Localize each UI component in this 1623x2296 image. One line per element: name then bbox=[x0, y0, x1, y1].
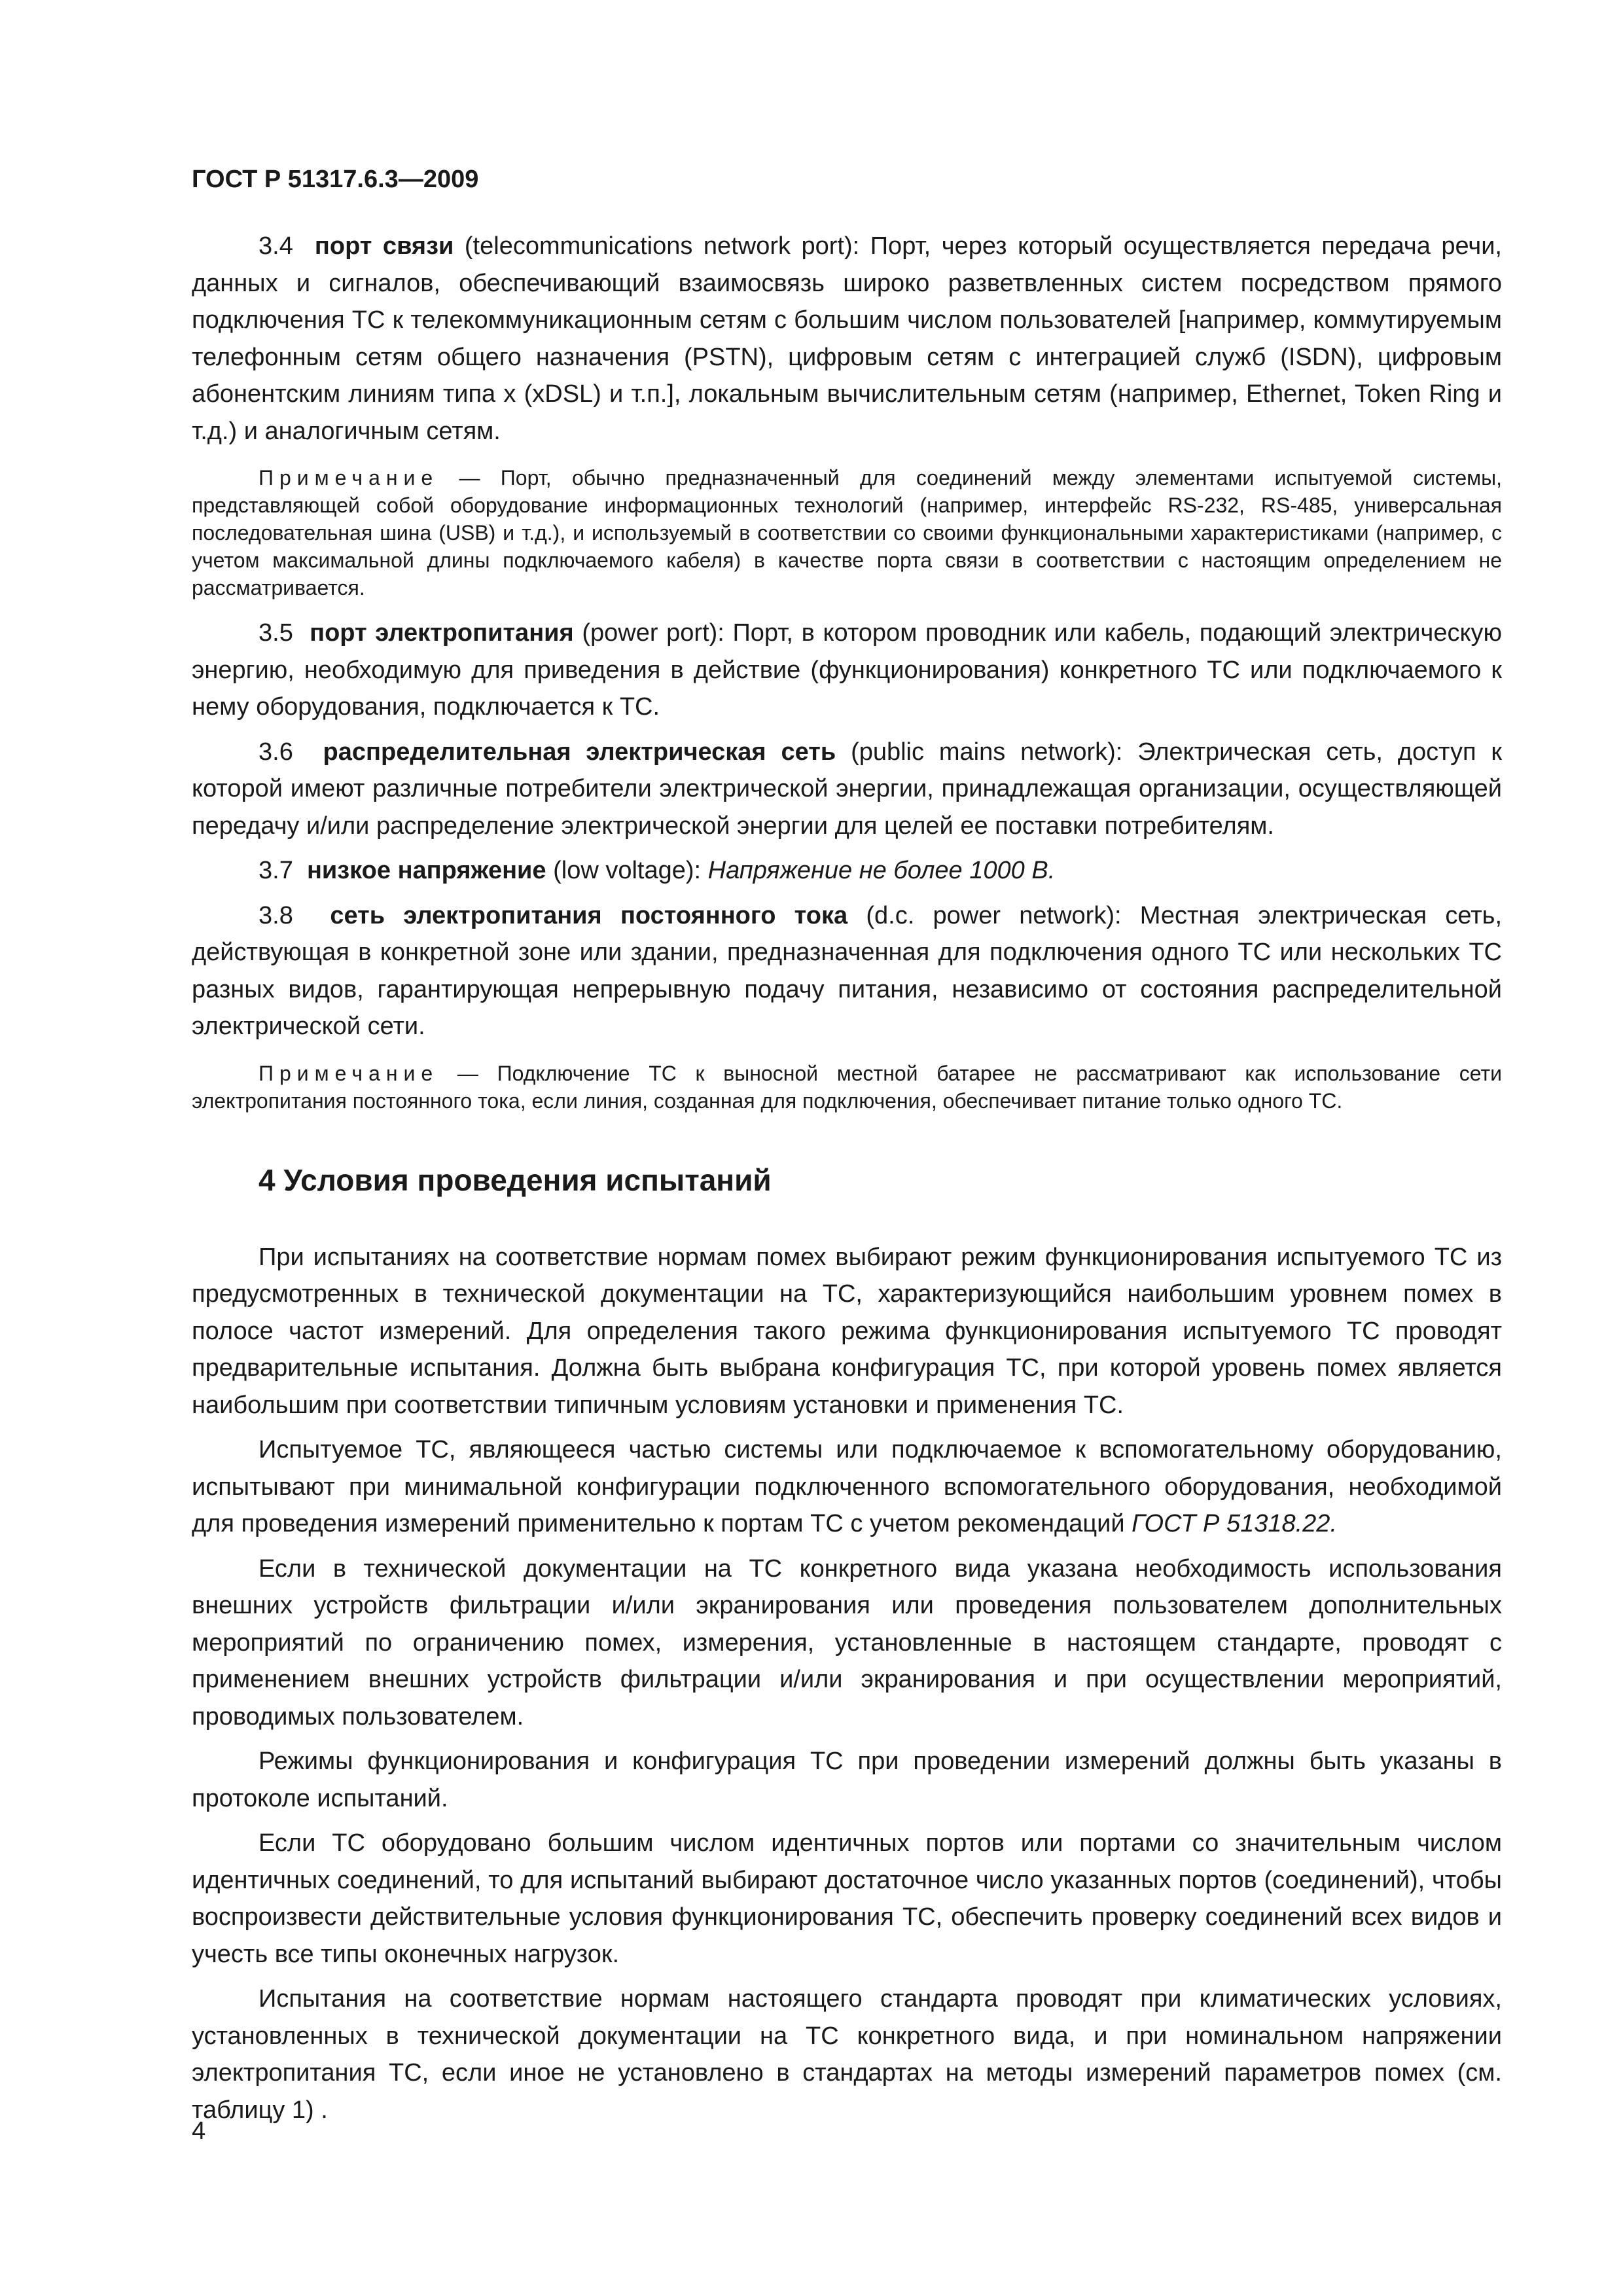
term-3-5 bbox=[192, 615, 1502, 726]
term-3-6 bbox=[192, 734, 1502, 845]
note-3-8 bbox=[192, 1060, 1502, 1115]
standard-reference: ГОСТ Р 51318.22. bbox=[1132, 1510, 1337, 1537]
term-number: 3.5 bbox=[259, 619, 293, 647]
document-header: ГОСТ Р 51317.6.3—2009 bbox=[192, 166, 479, 193]
note-label: Примечание bbox=[259, 1061, 439, 1085]
section-4-paragraph-2 bbox=[192, 1431, 1502, 1543]
note-text: — Порт, обычно предназначенный для соединений между элементами испытуемой системы, представляющей собой оборудование информационных технологий (например, интерфейс RS-232, RS-485, универсальная последовательная шина (USB) и т.д.), и используемый в соответствии со своими функциональными характеристиками (например, с учетом максимальной длины подключаемого кабеля) в качестве порта связи в соответствии с настоящим определением не рассматривается. bbox=[192, 466, 1503, 600]
term-definition-italic: Напряжение не более 1000 В. bbox=[707, 857, 1056, 884]
term-3-7 bbox=[192, 852, 1502, 889]
note-3-4 bbox=[192, 464, 1502, 601]
section-4-paragraph-3: Если в технической документации на ТС конкретного вида указана необходимость использования внешних устройств фильтрации и/или экранирования или проведения пользователем дополнительных мероприятий по ограничению помех, измерения, установленные в настоящем стандарте, проводят с применением внешних устройств фильтрации и/или экранирования и при осуществлении мероприятий, проводимых пользователем. bbox=[192, 1554, 1502, 1731]
term-number: 3.6 bbox=[259, 738, 293, 766]
section-4-paragraph-1: При испытаниях на соответствие нормам помех выбирают режим функционирования испытуемого ТС из предусмотренных в технической документации на ТС, характеризующийся наибольшим уровнем помех в полосе частот измерений. Для определения такого режима функционирования испытуемого ТС проводят предварительные испытания. Должна быть выбрана конфигурация ТС, при которой уровень помех является наибольшим при соответствии типичным условиям установки и применения ТС. bbox=[192, 1243, 1502, 1419]
document-page bbox=[192, 164, 1502, 2136]
section-4-paragraph-6: Испытания на соответствие нормам настоящего стандарта проводят при климатических условиях, установленных в технической документации на ТС конкретного вида, и при номинальном напряжении электропитания ТС, если иное не установлено в стандартах на методы измерений параметров помех (см. таблицу 1) . bbox=[192, 1985, 1502, 2124]
term-definition: (low voltage): bbox=[553, 857, 702, 884]
term-definition: (telecommunications network port): Порт, через который осуществляется передача речи, данных и сигналов, обеспечивающий взаимосвязь широко разветвленных систем посредством прямого подключения ТС к телекоммуникационным сетям с большим числом пользователей [например, коммутируемым телефонным сетям общего назначения (PSTN), цифровым сетям с интеграцией служб (ISDN), цифровым абонентским линиям типа x (xDSL) и т.п.], локальным вычислительным сетям (например, Ethernet, Token Ring и т.д.) и аналогичным сетям. bbox=[192, 232, 1502, 445]
term-name: распределительная электрическая сеть bbox=[323, 738, 836, 766]
term-number: 3.7 bbox=[259, 857, 293, 884]
term-3-4 bbox=[192, 228, 1502, 450]
term-definition: (public mains network): Электрическая сеть, доступ к которой имеют различные потребители электрической энергии, принадлежащая организации, осуществляющей передачу и/или распределение электрической энергии для целей ее поставки потребителям. bbox=[192, 738, 1503, 840]
page-number: 4 bbox=[192, 2117, 206, 2145]
term-name: низкое напряжение bbox=[306, 857, 546, 884]
note-text: — Подключение ТС к выносной местной батарее не рассматривают как использование сети электропитания постоянного тока, если линия, созданная для подключения, обеспечивает питание только одного ТС. bbox=[192, 1061, 1503, 1113]
term-name: сеть электропитания постоянного тока bbox=[330, 901, 848, 929]
term-definition: (power port): Порт, в котором проводник или кабель, подающий электрическую энергию, необходимую для приведения в действие (функционирования) конкретного ТС или подключаемого к нему оборудования, подключается к ТС. bbox=[192, 619, 1502, 721]
section-4-paragraph-4: Режимы функционирования и конфигурация ТС при проведении измерений должны быть указаны в протоколе испытаний. bbox=[192, 1748, 1502, 1812]
term-name: порт связи bbox=[314, 232, 454, 260]
term-3-8 bbox=[192, 897, 1502, 1045]
note-label: Примечание bbox=[259, 466, 439, 490]
section-4-paragraph-5: Если ТС оборудовано большим числом идентичных портов или портами со значительным числом идентичных соединений, то для испытаний выбирают достаточное число указанных портов (соединений), чтобы воспроизвести действительные условия функционирования ТС, обеспечить проверку соединений всех видов и учесть все типы оконечных нагрузок. bbox=[192, 1829, 1502, 1968]
term-number: 3.4 bbox=[259, 232, 293, 260]
term-number: 3.8 bbox=[259, 901, 293, 929]
section-4-title: 4 Условия проведения испытаний bbox=[259, 1162, 772, 1197]
term-definition: (d.c. power network): Местная электрическая сеть, действующая в конкретной зоне или здании, предназначенная для подключения одного ТС или нескольких ТС разных видов, гарантирующая непрерывную подачу питания, независимо от состояния распределительной электрической сети. bbox=[192, 901, 1502, 1040]
paragraph-text: Испытуемое ТС, являющееся частью системы или подключаемое к вспомогательному оборудованию, испытывают при минимальной конфигурации подключенного вспомогательного оборудования, необходимой для проведения измерений применительно к портам ТС с учетом рекомендаций bbox=[192, 1436, 1502, 1537]
term-name: порт электропитания bbox=[310, 619, 574, 647]
